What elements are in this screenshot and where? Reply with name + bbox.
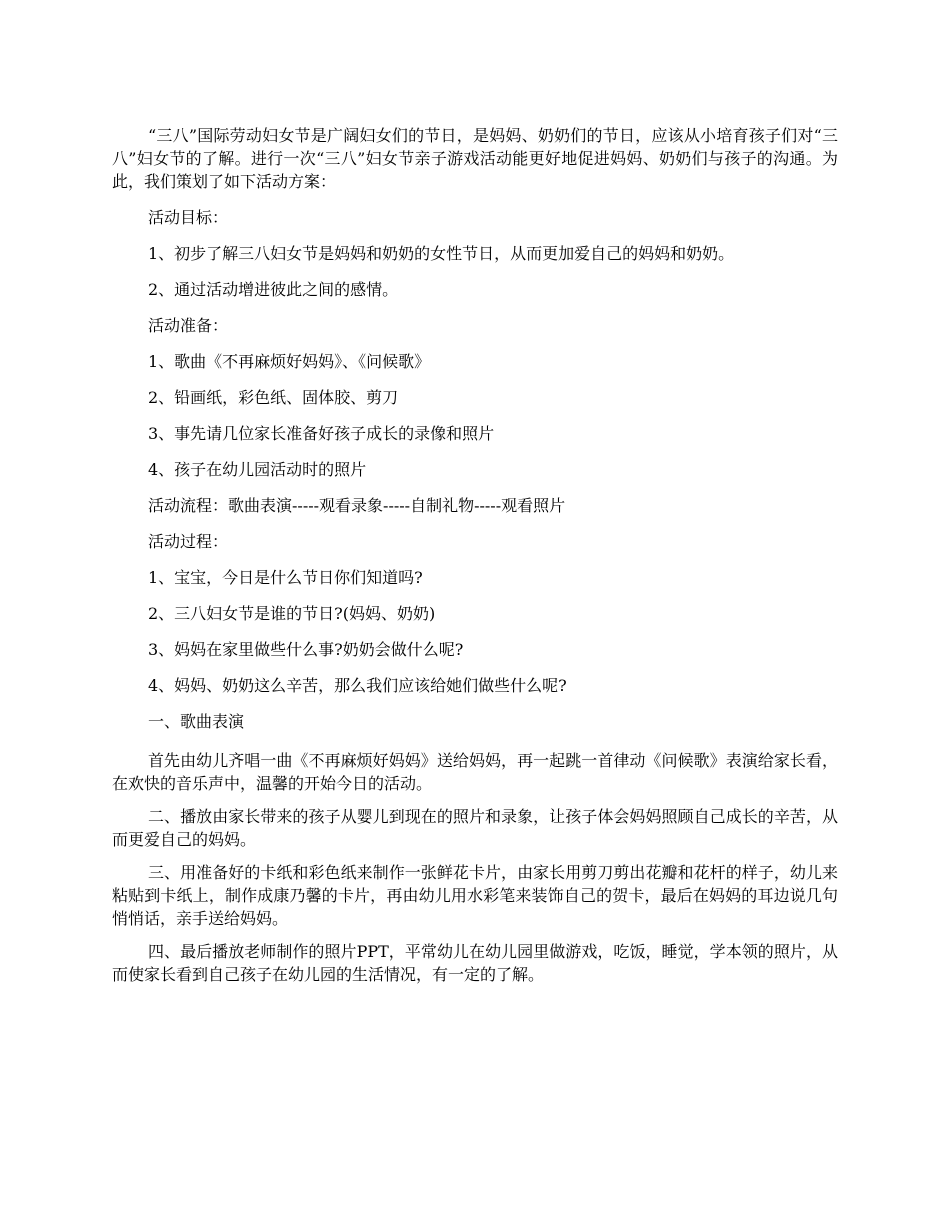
preparation-item-2: 2、铅画纸，彩色纸、固体胶、剪刀: [148, 388, 399, 407]
document-body: [112, 124, 838, 986]
section-video-body: 二、播放由家长带来的孩子从婴儿到现在的照片和录象，让孩子体会妈妈照顾自己成长的辛苦，从而更爱自己的妈妈。: [112, 807, 838, 849]
procedure-item-2: 2、三八妇女节是谁的节日?(妈妈、奶奶): [148, 604, 436, 623]
procedure-item-4: 4、妈妈、奶奶这么辛苦，那么我们应该给她们做些什么呢?: [148, 676, 567, 695]
preparation-item-4: 4、孩子在幼儿园活动时的照片: [148, 460, 367, 479]
preparation-item-3: 3、事先请几位家长准备好孩子成长的录像和照片: [148, 424, 495, 443]
procedure-item-1: 1、宝宝，今日是什么节日你们知道吗?: [148, 568, 423, 587]
procedure-heading: 活动过程：: [148, 532, 229, 551]
process-flow: 活动流程：歌曲表演-----观看录象-----自制礼物-----观看照片: [148, 496, 566, 515]
goal-item-2: 2、通过活动增进彼此之间的感情。: [148, 280, 399, 299]
procedure-item-3: 3、妈妈在家里做些什么事?奶奶会做什么呢?: [148, 640, 464, 659]
section-photos-body: 四、最后播放老师制作的照片PPT，平常幼儿在幼儿园里做游戏，吃饭，睡觉，学本领的照片，从而使家长看到自己孩子在幼儿园的生活情况，有一定的了解。: [112, 942, 838, 984]
preparation-item-1: 1、歌曲《不再麻烦好妈妈》、《问候歌》: [148, 352, 431, 371]
section-card-body: 三、用准备好的卡纸和彩色纸来制作一张鲜花卡片，由家长用剪刀剪出花瓣和花杆的样子，幼儿来粘贴到卡纸上，制作成康乃馨的卡片，再由幼儿用水彩笔来装饰自己的贺卡，最后在妈妈的耳边说几句悄悄话，亲手送给妈妈。: [112, 863, 838, 928]
intro-paragraph: “三八”国际劳动妇女节是广阔妇女们的节日，是妈妈、奶奶们的节日，应该从小培育孩子们对“三八”妇女节的了解。进行一次“三八”妇女节亲子游戏活动能更好地促进妈妈、奶奶们与孩子的沟通。为此，我们策划了如下活动方案：: [112, 126, 838, 191]
goals-heading: 活动目标：: [148, 208, 229, 227]
section-song-body: 首先由幼儿齐唱一曲《不再麻烦好妈妈》送给妈妈，再一起跳一首律动《问候歌》表演给家长看，在欢快的音乐声中，温馨的开始今日的活动。: [112, 751, 838, 793]
preparation-heading: 活动准备：: [148, 316, 229, 335]
section-song-heading: 一、歌曲表演: [148, 712, 245, 731]
goal-item-1: 1、初步了解三八妇女节是妈妈和奶奶的女性节日，从而更加爱自己的妈妈和奶奶。: [148, 244, 735, 263]
